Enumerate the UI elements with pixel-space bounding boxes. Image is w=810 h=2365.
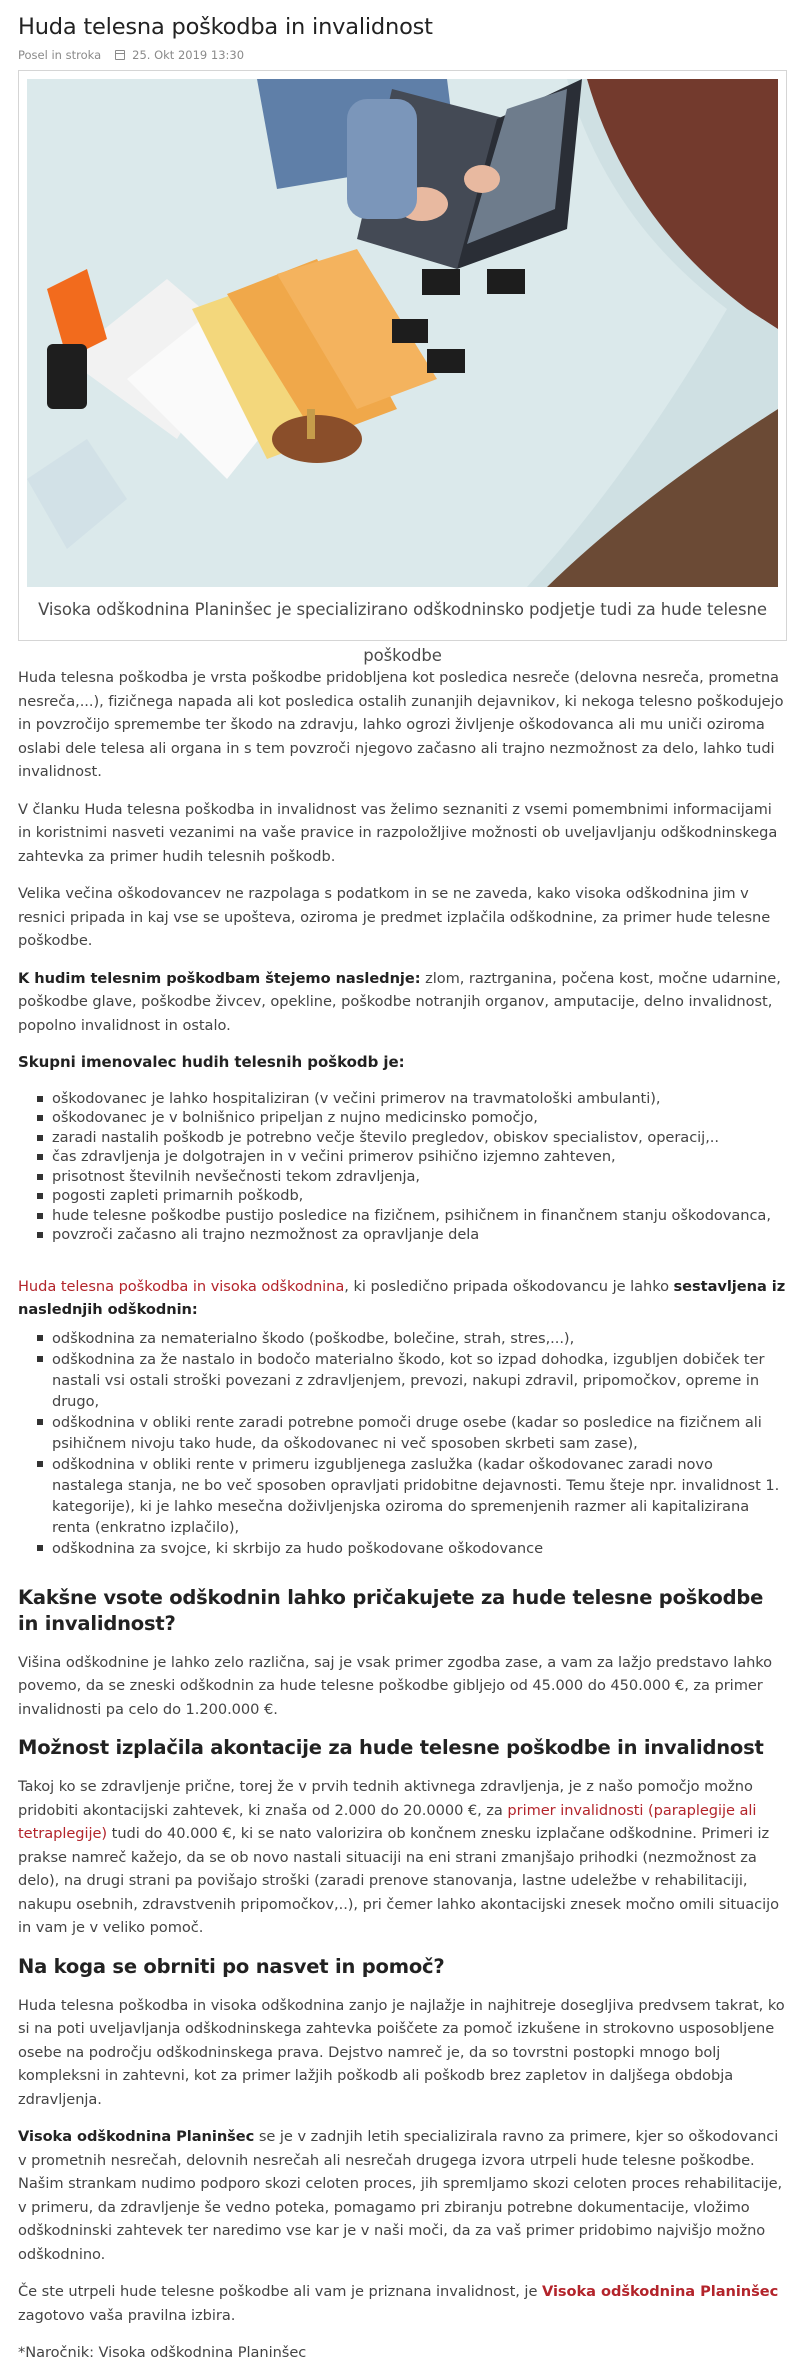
heading-advance-payment: Možnost izplačila akontacije za hude telesne poškodbe in invalidnost: [18, 1736, 764, 1759]
heading-who-to-contact: Na koga se obrniti po nasvet in pomoč?: [18, 1954, 445, 1978]
list-item: oškodovanec je lahko hospitaliziran (v večini primerov na travmatološki ambulanti),: [52, 1089, 788, 1109]
desk-photo-illustration: [27, 79, 778, 587]
paragraph-advance-payment: [18, 1775, 788, 1940]
paragraph-closing: [18, 2280, 788, 2327]
list-item: odškodnina za že nastalo in bodočo materialno škodo, kot so izpad dohodka, izgubljen dobiček ter nastali vsi ostali stroški povezani z zdravljenjem, prevozi, nakupi zdravil, pripomočkov, opreme in drugo,: [52, 1349, 788, 1412]
invalidity-link[interactable]: primer invalidnosti (paraplegije ali tetraplegije): [18, 1801, 757, 1842]
article-figure: [18, 70, 787, 665]
paragraph-contact: Huda telesna poškodba in visoka odškodnina zanjo je najlažje in najhitreje dosegljiva predvsem takrat, ko si na poti uveljavljanja odškodninskega zahtevka poiščete za pomoč izkušene in strokovno usposobljene osebe na področju odškodninskega prava. Dejstvo namreč je, da so tovrstni postopki mnogo bolj kompleksni in zahtevni, kot za primer lažjih poškodb ali poškodb brez zapletov in daljšega obdobja zdravljenja.: [18, 1996, 785, 2108]
list-item: odškodnina za nematerialno škodo (poškodbe, bolečine, strah, stres,...),: [52, 1328, 788, 1349]
common-traits-list: [18, 1089, 788, 1245]
article-link[interactable]: Huda telesna poškodba in visoka odškodnina: [18, 1277, 345, 1295]
list-item: odškodnina v obliki rente v primeru izgubljenega zaslužka (kadar oškodovanec zaradi novo nastalega stanja, ne bo več sposoben opravljati pridobitne dejavnosti. Temu šteje npr. invalidnost 1. kategorije), ki je lahko mesečna doživljenjska oziroma do spremenjenih razmer ali kapitalizirana renta (enkratno izplačilo),: [52, 1454, 788, 1538]
list-item: prisotnost številnih nevšečnosti tekom zdravljenja,: [52, 1167, 788, 1187]
list-item: povzroči začasno ali trajno nezmožnost za opravljanje dela: [52, 1225, 788, 1245]
injury-types-text: zlom, raztrganina, počena kost, močne udarnine, poškodbe glave, poškodbe živcev, opekline, poškodbe notranjih organov, amputacije, delno invalidnost, popolno invalidnost in ostalo.: [18, 969, 781, 1034]
company-text: se je v zadnjih letih specializirala ravno za primere, kjer so oškodovanci v prometnih nesrečah, delovnih nesrečah ali nesrečah drugega izvora utrpeli hude telesne poškodbe. Našim strankam nudimo podporo skozi celoten proces, jih spremljamo skozi celoten proces rehabilitacije, v primeru, da zdravljenje še vedno poteka, pomagamo pri zbiranju potrebne dokumentacije, vložimo odškodninski zahtevek ter naredimo vse kar je v naši moči, da za vaš primer pridobimo najvišjo možno odškodnino.: [18, 2128, 783, 2263]
advance-text-a: Takoj ko se zdravljenje prične, torej že v prvih tednih aktivnega zdravljenja, je z našo pomočjo možno pridobiti akontacijski zahtevek, ki znaša od 2.000 do 20.0000 €, za: [18, 1778, 753, 1819]
list-heading-common: Skupni imenovalec hudih telesnih poškodb je:: [18, 1053, 405, 1071]
list-item: oškodovanec je v bolnišnico pripeljan z nujno medicinsko pomočjo,: [52, 1108, 788, 1128]
paragraph-injury-types: [18, 967, 788, 1038]
list-item: hude telesne poškodbe pustijo posledice na fizičnem, psihičnem in finančnem stanju oškodovanca,: [52, 1206, 788, 1226]
list-item: pogosti zapleti primarnih poškodb,: [52, 1186, 788, 1206]
injury-types-lead: K hudim telesnim poškodbam štejemo naslednje:: [18, 969, 421, 987]
paragraph-awareness: Velika večina oškodovancev ne razpolaga s podatkom in se ne zaveda, kako visoka odškodnina jim v resnici pripada in kaj vse se upošteva, oziroma je predmet izplačila odškodnine, za primer hude telesne poškodbe.: [18, 885, 771, 949]
company-link[interactable]: Visoka odškodnina Planinšec: [541, 2283, 779, 2300]
list-item: odškodnina v obliki rente zaradi potrebne pomoči druge osebe (kadar so posledice na fizičnem ali psihičnem nivoju tako hude, da oškodovanec ni več sposoben skrbeti sam zase),: [52, 1412, 788, 1454]
article-title: Huda telesna poškodba in invalidnost: [18, 14, 433, 40]
paragraph-article-purpose: V članku Huda telesna poškodba in invalidnost vas želimo seznaniti z vsemi pomembnimi informacijami in koristnimi nasveti vezanimi na vaše pravice in razpoložljive možnosti ob uveljavljanju odškodninskega zahtevka za primer hudih telesnih poškodb.: [18, 800, 778, 865]
paragraph-compensation-components: [18, 1275, 788, 1322]
sponsor-note: *Naročnik: Visoka odškodnina Planinšec: [18, 2344, 307, 2361]
closing-text-a: Če ste utrpeli hude telesne poškodbe ali vam je priznana invalidnost, je: [18, 2283, 542, 2300]
compensation-mid: , ki posledično pripada oškodovancu je lahko: [344, 1277, 674, 1295]
article-meta: [18, 47, 808, 63]
calendar-icon: [115, 50, 125, 60]
paragraph-amounts: Višina odškodnine je lahko zelo različna, saj je vsak primer zgodba zase, a vam za lažjo predstavo lahko povemo, da se zneski odškodnin za hude telesne poškodbe gibljejo od 45.000 do 450.000 €, za primer invalidnosti pa celo do 1.200.000 €.: [18, 1653, 773, 1718]
list-item: čas zdravljenja je dolgotrajen in v večini primerov psihično izjemno zahteven,: [52, 1147, 788, 1167]
photo-caption: Visoka odškodnina Planinšec je specializirano odškodninsko podjetje tudi za hude telesne poškodbe: [38, 600, 767, 665]
heading-amounts: Kakšne vsote odškodnin lahko pričakujete za hude telesne poškodbe in invalidnost?: [18, 1585, 764, 1635]
article-photo: [27, 79, 778, 587]
list-item: zaradi nastalih poškodb je potrebno večje število pregledov, obiskov specialistov, operacij,..: [52, 1128, 788, 1148]
company-name: Visoka odškodnina Planinšec: [18, 2128, 255, 2145]
category-link[interactable]: Posel in stroka: [18, 48, 102, 62]
article-date: 25. Okt 2019 13:30: [132, 48, 245, 62]
article-body: [18, 666, 788, 2365]
compensation-list: [18, 1328, 788, 1559]
list-item: odškodnina za svojce, ki skrbijo za hudo poškodovane oškodovance: [52, 1538, 788, 1559]
closing-text-b: zagotovo vaša pravilna izbira.: [18, 2306, 236, 2324]
paragraph-company: [18, 2125, 788, 2266]
paragraph-intro: Huda telesna poškodba je vrsta poškodbe pridobljena kot posledica nesreče (delovna nesreča, prometna nesreča,...), fizičnega napada ali kot posledica ostalih zunanjih dejavnikov, ki nekoga telesno poškodujejo in povzročijo spremembe ter škodo na zdravju, lahko ogrozi življenje oškodovanca ali mu uniči oziroma oslabi dele telesa ali organa in s tem povzroči njegovo začasno ali trajno nezmožnost za delo, lahko tudi invalidnost.: [18, 669, 784, 780]
compensation-bold: sestavljena iz naslednjih odškodnin:: [18, 1277, 786, 1318]
advance-text-b: tudi do 40.000 €, ki se nato valorizira ob končnem znesku izplačane odškodnine. Primeri iz prakse namreč kažejo, da se ob novo nastali situaciji na eni strani zmanjšajo prihodki (nezmožnost za delo), na drugi strani pa povišajo stroški (zaradi prenove stanovanja, lastne udeležbe v rehabilitaciji, nakupu osebnih, zdravstvenih pripomočkov,..), pri čemer lahko akontacijski znesek močno omili situacijo in vam je v veliko pomoč.: [18, 1825, 780, 1936]
